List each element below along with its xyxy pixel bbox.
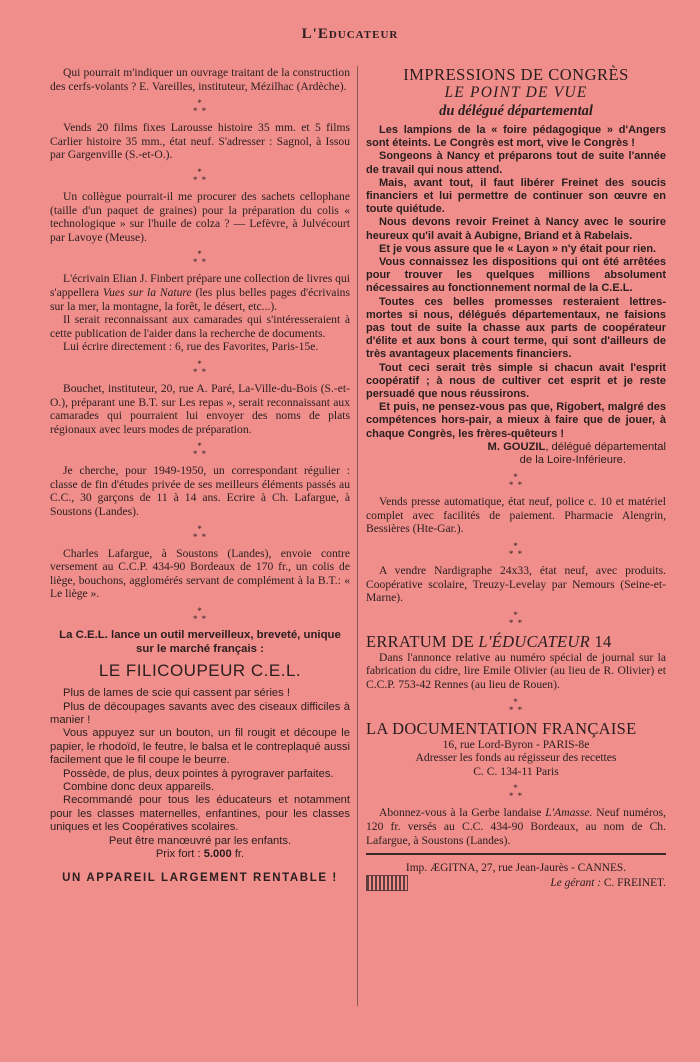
imprint [366,853,666,891]
filicoupeur-line: Peut être manœuvré par les enfants. [108,834,292,847]
classified-ad-cellophane: Un collègue pourrait-il me procurer des sachets cellophane (taille d'un paquet de graines) pour la préparation du colis « technologique » sur l'huile de colza ? — Lefèvre, à Julvécourt par Lavoye (Meuse). [50,189,350,244]
classified-ad-finbert-3: Lui écrire directement : 6, rue des Favorites, Paris-15e. [63,340,319,354]
separator-stars: * * * [192,523,208,542]
separator-stars: * * * [192,98,208,117]
article-paragraph: Songeons à Nancy et préparons tout de suite l'année de travail qui nous attend. [366,150,666,176]
article-paragraph: Mais, avant tout, il faut libérer Freinet des soucis financiers et lui permettre de continuer son œuvre en toute quiétude. [366,176,666,216]
article-paragraph: Les lampions de la « foire pédagogique » d'Angers sont éteints. Le Congrès est mort, vive le Congrès ! [366,124,666,150]
filicoupeur-line: Possède, de plus, deux pointes à pyrograver parfaites. [63,767,334,780]
classified-ad-nardigraphe: A vendre Nardigraphe 24x33, état neuf, avec produits. Coopérative scolaire, Treuzy-Levelay par Nemours (Seine-et-Marne). [366,564,666,605]
classified-ad-amasse: Abonnez-vous à la Gerbe landaise L'Amasse. Neuf numéros, 120 fr. versés au C.C. 434-90 Bordeaux, au nom de Ch. Lafargue, à Soustons (Landes). [366,806,666,847]
classified-ad-repas: Bouchet, instituteur, 20, rue A. Paré, La-Ville-du-Bois (S.-et-O.), préparant une B.T. sur Les repas », serait reconnaissant aux camarades qui pourraient lui envoyer des noms de plats régionaux avec leurs modes de préparation. [50,381,350,436]
separator-stars: * * * [508,783,524,802]
separator-stars: * * * [192,249,208,268]
imprint-printer: Imp. ÆGITNA, 27, rue Jean-Jaurès - CANNES. [405,862,627,875]
classified-ad-finbert-2: Il serait reconnaissant aux camarades qui s'intéresseraient à cette publication de l'aider dans la recherche de documents. [50,313,350,340]
separator-stars: * * * [192,166,208,185]
right-column [366,66,666,891]
erratum-title: ERRATUM DE L'ÉDUCATEUR 14 [366,631,612,651]
article-paragraph: Nous devons revoir Freinet à Nancy avec le sourire heureux qu'il avait à Aubigne, Briand et à Rabelais. [366,216,666,242]
article-paragraph: Tout ceci serait très simple si chacun avait l'esprit coopératif ; à nous de cultiver cet esprit et je reste persuadé que nous réussirons. [366,361,666,401]
filicoupeur-line: Recommandé pour tous les éducateurs et notamment pour les classes maternelles, enfantines, pour les classes uniques et les Coopératives scolaires. [50,794,350,834]
classified-ad-finbert: L'écrivain Elian J. Finbert prépare une collection de livres qui s'appellera Vues sur la Nature (les plus belles pages d'écrivains sur la mer, la montagne, la forêt, le désert, etc...). [50,272,350,313]
filicoupeur-slogan: UN APPAREIL LARGEMENT RENTABLE ! [62,871,338,884]
filicoupeur-intro: La C.E.L. lance un outil merveilleux, breveté, unique sur le marché français : [59,629,341,655]
filicoupeur-title: LE FILICOUPEUR C.E.L. [98,661,302,681]
separator-stars: * * * [508,472,524,491]
article-signature-place: de la Loire-Inférieure. [519,454,626,467]
documentation-regisseur: Adresser les fonds au régisseur des recettes [415,751,617,765]
imprint-gerant: Le gérant : C. FREINET. [550,877,666,890]
filicoupeur-body [50,687,350,861]
erratum-text: Dans l'annonce relative au numéro spécial de journal sur la fabrication du cidre, lire Emile Olivier (au lieu de R. Olivier) et C.C.P. 753-42 Rennes (au lieu de Rouen). [366,650,666,692]
filicoupeur-line: Vous appuyez sur un bouton, un fil rougit et découpe le papier, le rhodoïd, le feutre, le balsa et le contreplaqué aussi facilement que le fil coupe le beurre. [50,727,350,767]
book-title: Vues sur la Nature [102,285,192,299]
classified-ad-liege: Charles Lafargue, à Soustons (Landes), envoie contre versement au C.C.P. 434-90 Bordeaux de 170 fr., un colis de liège, bouchons, agglomérés servant de complément à la B.T.: « Le liège ». [50,546,350,601]
separator-stars: * * * [192,358,208,377]
documentation-address: 16, rue Lord-Byron - PARIS-8e [442,737,590,751]
article-paragraph: Et je vous assure que le « Layon » n'y était pour rien. [379,242,657,255]
separator-stars: * * * [192,441,208,460]
separator-stars: * * * [192,606,208,625]
separator-stars: * * * [508,541,524,560]
article-paragraph: Toutes ces belles promesses resteraient lettres-mortes si nous, délégués départementaux, ne faisions pas tout de suite la chasse aux parts de coopérateur d'élite et aux bons à court terme, qui sont d'ailleurs de très avantageux placements financiers. [366,295,666,361]
congres-article [366,124,666,441]
separator-stars: * * * [508,609,524,628]
filicoupeur-line: Plus de découpages savants avec des ciseaux difficiles à manier ! [50,700,350,727]
article-paragraph: Et puis, ne pensez-vous pas que, Rigobert, malgré des compétences hors-pair, a mieux à faire que de jouer, à chaque Congrès, les frères-quêteurs ! [366,401,666,440]
imprint-gerant-row [366,875,666,891]
documentation-francaise-title: LA DOCUMENTATION FRANÇAISE [366,718,637,738]
filicoupeur-line: Combine donc deux appareils. [63,781,215,794]
filicoupeur-line: Plus de lames de scie qui cassent par séries ! [63,687,290,700]
congres-subtitle-2: du délégué départemental [439,103,593,119]
printer-logo-icon [366,875,408,891]
filicoupeur-price: Prix fort : 5.000 fr. [155,848,245,861]
classified-ad-kites: Qui pourrait m'indiquer un ouvrage traitant de la construction des cerfs-volants ? E. Vareilles, instituteur, Mézilhac (Ardèche). [50,66,350,93]
classified-ad-correspondant: Je cherche, pour 1949-1950, un correspondant régulier : classe de fin d'études privée de ses meilleurs éléments passés au C.C., 30 garçons de 11 à 14 ans. Ecrire à Ch. Lafargue, à Soustons (Landes). [50,464,350,519]
separator-stars: * * * [508,696,524,715]
page-header: L'Educateur [301,26,399,42]
left-column [50,66,350,884]
congres-subtitle: LE POINT DE VUE [444,84,588,101]
classified-ad-presse: Vends presse automatique, état neuf, police c. 10 et matériel complet avec facilités de paiement. Pharmacie Alengrin, Bessières (Hte-Gar.). [366,495,666,536]
column-divider [357,66,358,1006]
article-signature: M. GOUZIL, délégué départemental [487,440,666,453]
article-paragraph: Vous connaissez les dispositions qui ont été arrêtées pour trouver les quelques millions absolument nécessaires au fonctionnement normal de la C.E.L. [366,256,666,295]
documentation-ccp: C. C. 134-11 Paris [473,764,559,778]
classified-ad-films: Vends 20 films fixes Larousse histoire 35 mm. et 5 films Carlier histoire 35 mm., état neuf. S'adresser : Sagnol, à Issou par Gargenville (S.-et-O.). [50,121,350,162]
congres-title: IMPRESSIONS DE CONGRÈS [403,65,629,84]
